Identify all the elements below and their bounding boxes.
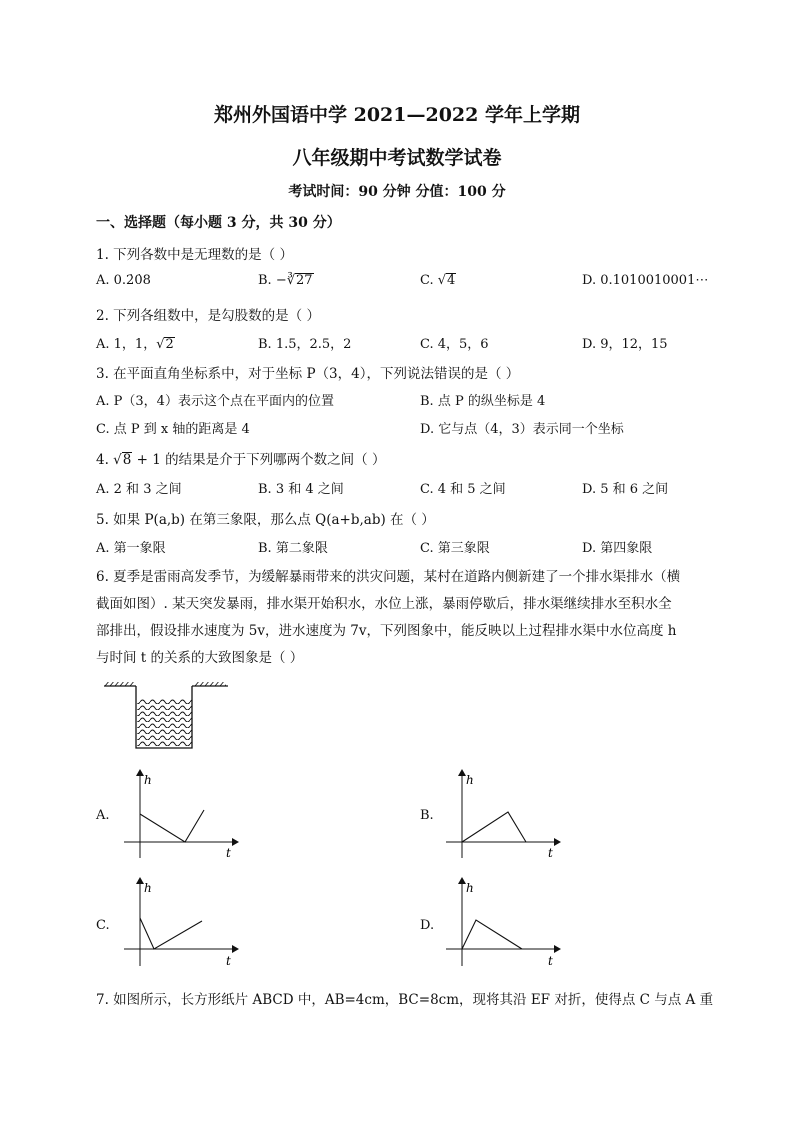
q6-text-line-3: 部排出，假设排水速度为 5v，进水速度为 7v，下列图象中，能反映以上过程排水渠中水位高度 h <box>96 623 677 639</box>
q1-option-d: D. 0.1010010001⋯ <box>582 273 709 288</box>
graph-a-curve <box>140 810 204 842</box>
q5-stem: 5. 如果 P(a,b) 在第三象限，那么点 Q(a+b,ab) 在（ ） <box>96 512 435 528</box>
water-waves <box>137 698 192 746</box>
graph-b-h-label: h <box>466 773 474 787</box>
q1-option-c: C. √4 <box>420 273 456 288</box>
q2-option-d: D. 9，12，15 <box>582 337 668 352</box>
graph-a <box>120 768 240 863</box>
graph-c-t-label: t <box>226 954 231 968</box>
q3-option-d: D. 它与点（4，3）表示同一个坐标 <box>420 422 624 437</box>
graph-a-h-label: h <box>144 773 152 787</box>
graph-c-curve <box>140 918 202 949</box>
q3-option-a: A. P（3，4）表示这个点在平面内的位置 <box>96 394 334 409</box>
q5-option-a: A. 第一象限 <box>96 541 166 556</box>
graph-c-h-label: h <box>144 881 152 895</box>
q7-text-line-1: 7. 如图所示，长方形纸片 ABCD 中，AB=4cm，BC=8cm，现将其沿 EF 对折，使得点 C 与点 A 重 <box>96 992 714 1008</box>
graph-d-t-label: t <box>548 954 553 968</box>
q2-stem: 2. 下列各组数中，是勾股数的是（ ） <box>96 308 320 324</box>
graph-c-label: C. <box>96 918 110 933</box>
q1-option-b: B. −∛27 <box>258 273 313 288</box>
drainage-channel-diagram <box>100 680 234 754</box>
graph-b-t-label: t <box>548 846 553 860</box>
q1-option-a: A. 0.2̇0̇8 <box>96 273 151 288</box>
graph-a-label: A. <box>96 808 110 823</box>
q6-text-line-2: 截面如图）. 某天突发暴雨，排水渠开始积水，水位上涨，暴雨停歇后，排水渠继续排水至积水全 <box>96 596 672 612</box>
graph-d-h-label: h <box>466 881 474 895</box>
title-line-2: 八年级期中考试数学试卷 <box>292 147 502 169</box>
q1-stem: 1. 下列各数中是无理数的是（ ） <box>96 247 293 263</box>
q4-option-c: C. 4 和 5 之间 <box>420 482 506 497</box>
section-1-heading: 一、选择题（每小题 3 分，共 30 分） <box>96 215 341 231</box>
q2-option-a: A. 1，1，√2 <box>96 337 174 352</box>
title-line-1: 郑州外国语中学 2021—2022 学年上学期 <box>214 104 580 126</box>
q4-option-b: B. 3 和 4 之间 <box>258 482 344 497</box>
q4-option-d: D. 5 和 6 之间 <box>582 482 669 497</box>
q5-option-c: C. 第三象限 <box>420 541 490 556</box>
graph-d-curve <box>462 920 522 949</box>
q2-option-b: B. 1.5，2.5，2 <box>258 337 352 352</box>
graph-a-t-label: t <box>226 846 231 860</box>
graph-d-label: D. <box>420 918 435 933</box>
q3-option-c: C. 点 P 到 x 轴的距离是 4 <box>96 422 250 437</box>
graph-b-curve <box>462 812 526 842</box>
q6-text-line-4: 与时间 t 的关系的大致图象是（ ） <box>96 650 304 666</box>
q6-text-line-1: 6. 夏季是雷雨高发季节，为缓解暴雨带来的洪灾问题，某村在道路内侧新建了一个排水渠排水（横 <box>96 569 681 585</box>
graph-d <box>442 876 562 971</box>
q4-stem: 4. √8 + 1 的结果是介于下列哪两个数之间（ ） <box>96 452 386 468</box>
q3-stem: 3. 在平面直角坐标系中，对于坐标 P（3，4），下列说法错误的是（ ） <box>96 366 520 382</box>
q5-option-d: D. 第四象限 <box>582 541 653 556</box>
graph-b <box>442 768 562 863</box>
q3-option-b: B. 点 P 的纵坐标是 4 <box>420 394 546 409</box>
q4-option-a: A. 2 和 3 之间 <box>96 482 182 497</box>
graph-c <box>120 876 240 971</box>
q2-option-c: C. 4，5，6 <box>420 337 489 352</box>
q5-option-b: B. 第二象限 <box>258 541 328 556</box>
graph-b-label: B. <box>420 808 434 823</box>
exam-info: 考试时间：90 分钟 分值：100 分 <box>288 184 506 200</box>
